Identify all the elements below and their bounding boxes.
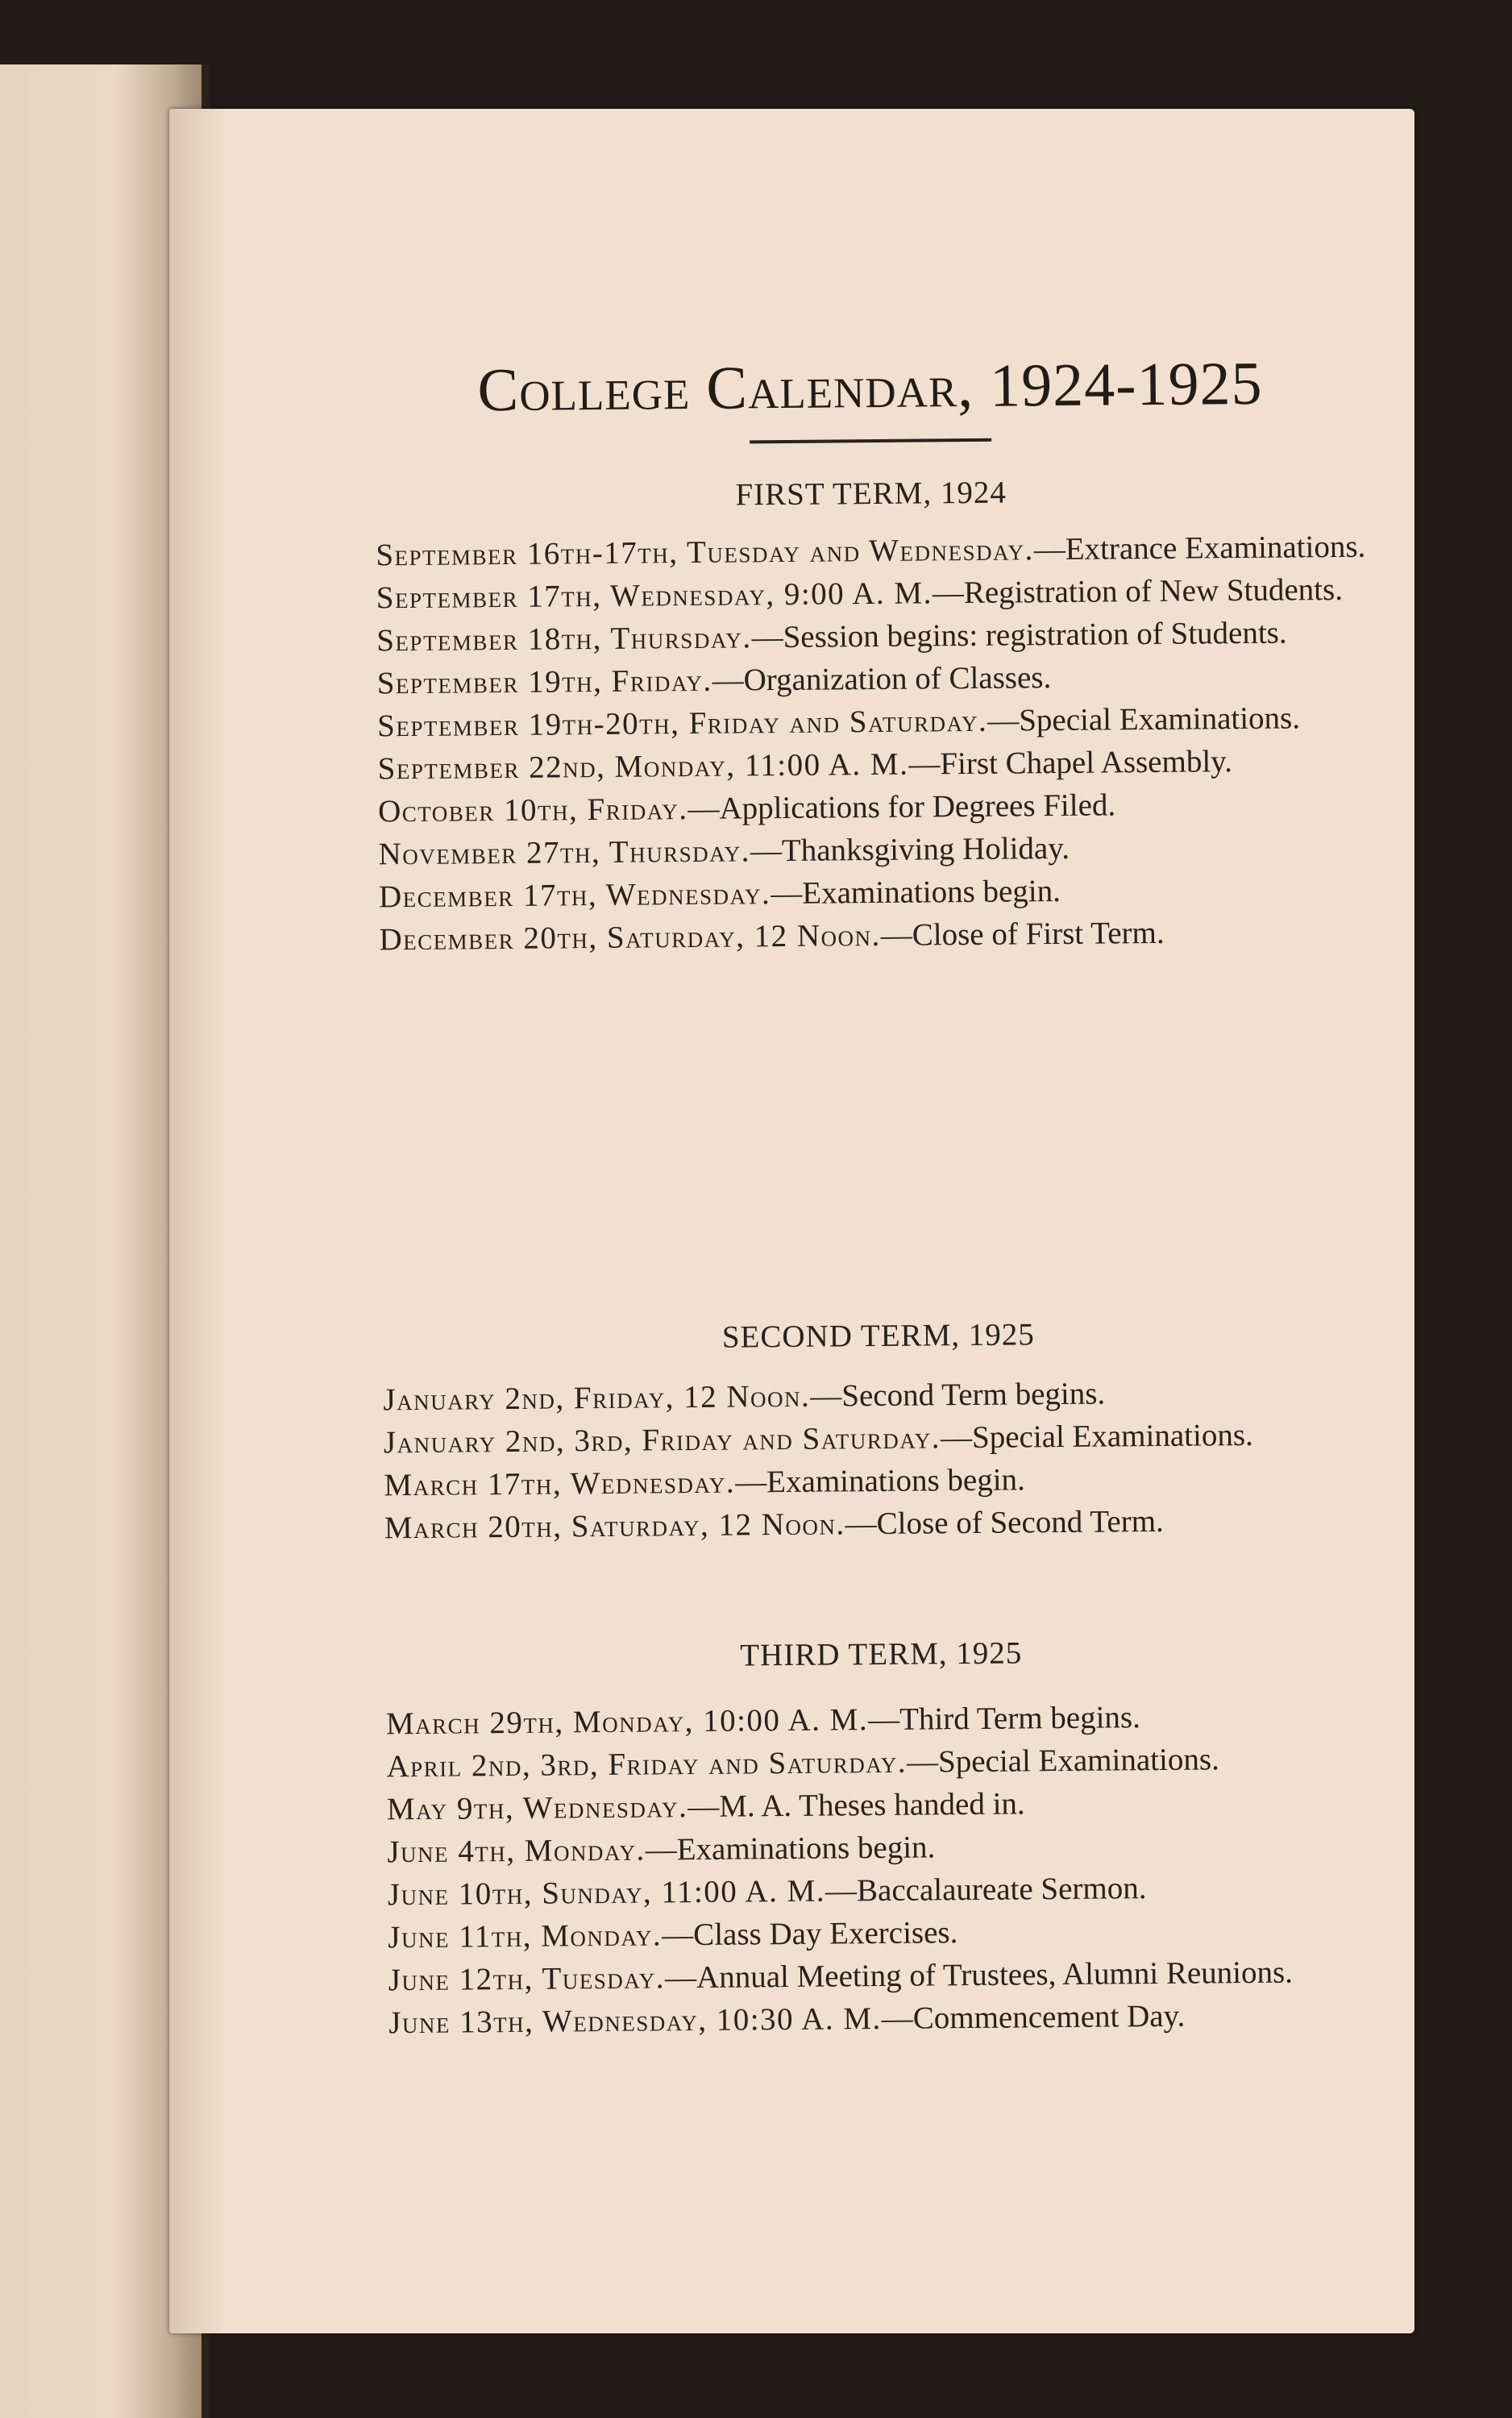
entry-event: —Special Examinations. <box>906 1742 1219 1780</box>
entry-event: —Applications for Degrees Filed. <box>687 787 1116 827</box>
entry-event: —Session begins: registration of Students. <box>751 615 1287 655</box>
entry-event: —Examinations begin. <box>771 873 1061 912</box>
entry-event: —Second Term begins. <box>810 1376 1106 1414</box>
term-heading-third: THIRD TERM, 1925 <box>740 1635 1023 1673</box>
entry-event: —Commencement Day. <box>881 1998 1186 2036</box>
entry-event: —Extrance Examinations. <box>1033 529 1366 567</box>
entry-date: September 22nd, Monday, 11:00 A. M. <box>377 746 909 787</box>
entry-event: —Special Examinations. <box>940 1417 1253 1456</box>
entry-date: December 17th, Wednesday. <box>378 876 771 915</box>
entry-date: October 10th, Friday. <box>377 791 688 829</box>
term-heading-second: SECOND TERM, 1925 <box>721 1317 1035 1355</box>
calendar-entry <box>388 1993 1380 2045</box>
entry-date: April 2nd, 3rd, Friday and Saturday. <box>386 1744 908 1784</box>
entry-event: —First Chapel Assembly. <box>908 744 1233 782</box>
entry-date: June 4th, Monday. <box>387 1832 646 1870</box>
term-list-third <box>386 1694 1381 2045</box>
entry-date: March 17th, Wednesday. <box>384 1465 736 1503</box>
entry-event: —Organization of Classes. <box>712 660 1052 698</box>
entry-event: —Close of Second Term. <box>845 1503 1165 1542</box>
entry-event: —Annual Meeting of Trustees, Alumni Reunions. <box>664 1955 1294 1996</box>
term-heading-first: FIRST TERM, 1924 <box>735 475 1007 513</box>
entry-date: June 13th, Wednesday, 10:30 A. M. <box>388 2000 882 2041</box>
entry-date: September 18th, Thursday. <box>376 620 752 659</box>
entry-event: —Baccalaureate Sermon. <box>825 1871 1147 1909</box>
entry-date: May 9th, Wednesday. <box>386 1789 688 1827</box>
entry-date: June 11th, Monday. <box>388 1917 663 1955</box>
entry-date: September 19th-20th, Friday and Saturday. <box>377 703 988 744</box>
entry-date: June 12th, Tuesday. <box>388 1960 666 1998</box>
title-rule <box>750 438 991 444</box>
calendar-entry <box>379 910 1370 962</box>
entry-date: March 29th, Monday, 10:00 A. M. <box>385 1702 869 1742</box>
calendar-entry <box>376 611 1368 663</box>
calendar-entry <box>388 1951 1380 2002</box>
entry-event: —Class Day Exercises. <box>662 1915 958 1953</box>
entry-date: March 20th, Saturday, 12 Noon. <box>384 1506 845 1546</box>
right-page <box>169 109 1414 2333</box>
entry-event: —Examinations begin. <box>645 1830 936 1868</box>
calendar-entry <box>384 1413 1375 1465</box>
calendar-entry <box>384 1498 1376 1550</box>
entry-event: —Close of First Term. <box>880 915 1165 953</box>
term-list-first <box>376 526 1371 962</box>
page-title: College Calendar, 1924-1925 <box>477 349 1263 425</box>
entry-date: November 27th, Thursday. <box>378 833 751 872</box>
entry-date: June 10th, Sunday, 11:00 A. M. <box>387 1873 826 1913</box>
term-list-second <box>383 1370 1376 1550</box>
entry-date: December 20th, Saturday, 12 Noon. <box>379 917 881 958</box>
entry-event: —Third Term begins. <box>867 1700 1141 1738</box>
entry-date: September 16th-17th, Tuesday and Wednesday. <box>376 532 1034 573</box>
calendar-entry <box>377 739 1369 791</box>
entry-event: —Registration of New Students. <box>932 571 1344 611</box>
page-content <box>372 105 1366 2041</box>
entry-date: January 2nd, Friday, 12 Noon. <box>383 1378 811 1418</box>
entry-date: September 19th, Friday. <box>376 663 712 701</box>
entry-event: —Examinations begin. <box>735 1462 1025 1500</box>
entry-date: September 17th, Wednesday, 9:00 A. M. <box>376 575 933 616</box>
entry-event: —M. A. Theses handed in. <box>687 1786 1025 1825</box>
entry-event: —Special Examinations. <box>987 700 1301 738</box>
entry-event: —Thanksgiving Holiday. <box>750 830 1070 869</box>
entry-date: January 2nd, 3rd, Friday and Saturday. <box>383 1420 941 1460</box>
